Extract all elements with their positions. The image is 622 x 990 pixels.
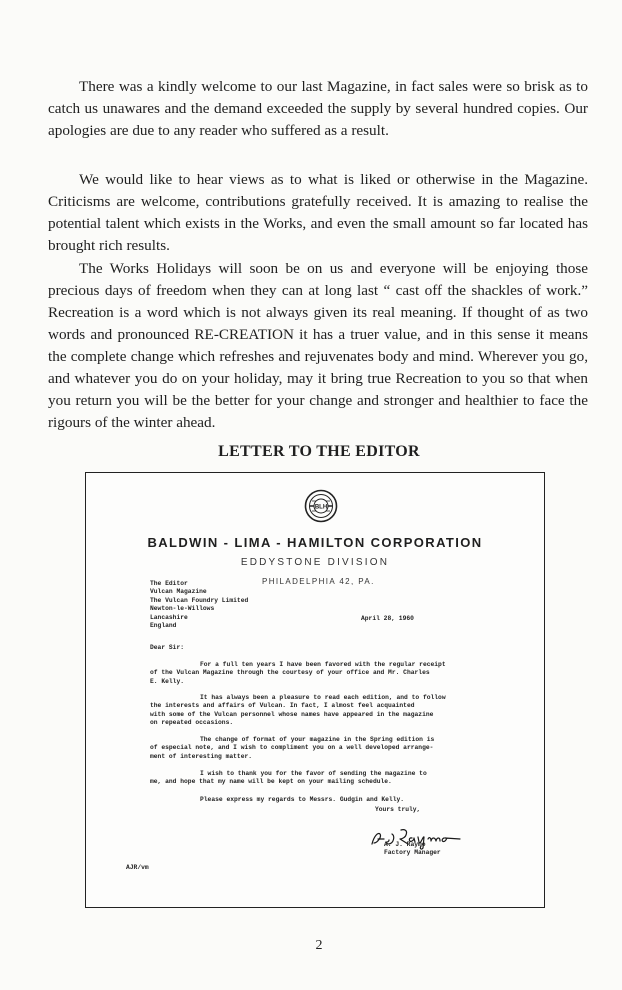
holidays-paragraph: The Works Holidays will soon be on us and everyone will be enjoying those precious days of freedom when they can at long last “ cast off the shackles of work.” Recreation is a word which is not always given its real meaning. If thought of as two words and pronounced RE-CREATION it has a truer value, and in this sense it means the complete change which refreshes and rejuvenates body and mind. Wherever you go, and whatever you do on your holiday, may it bring true Recreation to you so that when you return you will be the better for your change and stronger and healthier to face the rigours of the winter ahead. xyxy=(48,260,588,431)
letter-paragraph: I wish to thank you for the favor of sending the magazine to me, and hope that my name will be kept on your mailing schedule. xyxy=(150,770,427,786)
signer-title: Factory Manager xyxy=(384,849,441,857)
address-line: Lancashire xyxy=(150,613,188,621)
letter-paragraph: For a full ten years I have been favored with the regular receipt of the Vulcan Magazine through the courtesy of your office and Mr. Charles E. Kelly. xyxy=(150,661,446,685)
recipient-address xyxy=(150,580,248,630)
letter-date: April 28, 1960 xyxy=(361,615,414,622)
reference-initials: AJR/vm xyxy=(126,864,149,871)
letterhead-city: PHILADELPHIA 42, PA. xyxy=(262,577,375,586)
address-line: Newton-le-Willows xyxy=(150,605,215,613)
logo-text: BLH xyxy=(314,504,328,511)
address-line: England xyxy=(150,622,177,630)
signer-name: A. J. Raymo xyxy=(384,841,426,848)
section-heading: LETTER TO THE EDITOR xyxy=(218,443,420,460)
letter-image xyxy=(85,472,545,908)
letter-paragraph: Please express my regards to Messrs. Gudgin and Kelly. xyxy=(200,796,405,803)
letter-paragraph: It has always been a pleasure to read each edition, and to follow the interests and affairs of Vulcan. In fact, I almost feel acquainted with some of the Vulcan personnel whose names have appeared in the magazine on repeated occasions. xyxy=(150,694,446,727)
letterhead-division: EDDYSTONE DIVISION xyxy=(240,557,390,568)
feedback-paragraph: We would like to hear views as to what is liked or otherwise in the Magazine. Criticisms are welcome, contributions gratefully received. It is amazing to realise the potential talent which exists in the Works, and even the small amount so far located has brought rich results. xyxy=(48,171,588,254)
letter-salutation: Dear Sir: xyxy=(150,644,185,651)
letter-paragraph: The change of format of your magazine in the Spring edition is of especial note, and I wish to compliment you on a well developed arrange- ment of interesting matter. xyxy=(150,736,435,760)
intro-paragraph: There was a kindly welcome to our last Magazine, in fact sales were so brisk as to catch us unawares and the demand exceeded the supply by several hundred copies. Our apologies are due to any reader who suffered as a result. xyxy=(48,78,588,139)
letterhead-company: BALDWIN - LIMA - HAMILTON CORPORATION xyxy=(147,535,483,550)
letter-closing: Yours truly, xyxy=(375,806,421,813)
signer-block xyxy=(384,841,441,858)
address-line: The Editor xyxy=(150,580,188,587)
blh-logo-icon xyxy=(304,489,338,523)
address-line: The Vulcan Foundry Limited xyxy=(150,596,249,604)
address-line: Vulcan Magazine xyxy=(150,588,207,596)
page-number: 2 xyxy=(315,938,323,953)
